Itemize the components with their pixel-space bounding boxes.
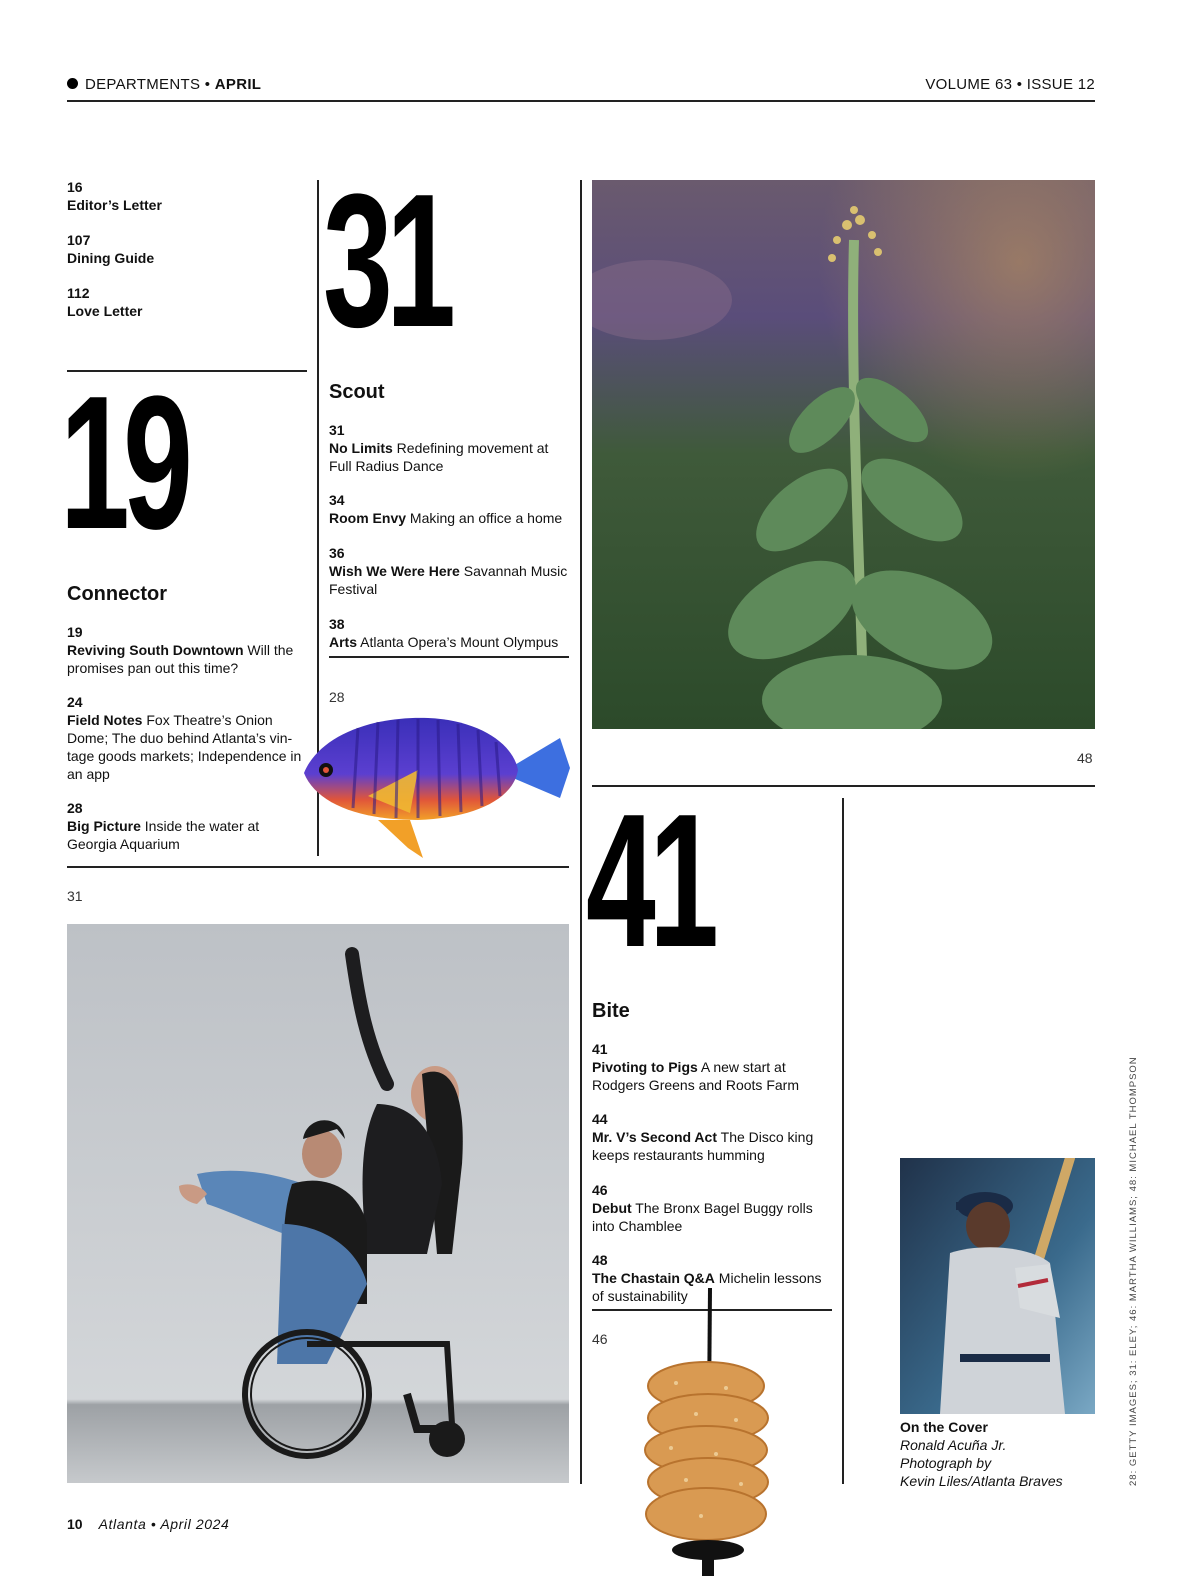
dancers-photo[interactable] (67, 924, 569, 1483)
toc-entry[interactable]: 34 Room Envy Making an office a home (329, 492, 563, 526)
cover-photo[interactable] (900, 1158, 1095, 1414)
toc-entry-love-letter[interactable]: 112 Love Letter (67, 285, 143, 319)
bullet-dot-icon (67, 78, 78, 89)
toc-entry[interactable]: 19 Reviving South Downtown Will the promises pan out this time? (67, 624, 294, 676)
connector-section-number: 19 (60, 357, 187, 569)
toc-entry[interactable]: 36 Wish We Were Here Savannah Music Festival (329, 545, 568, 597)
toc-entry[interactable]: 48 The Chastain Q&A Michelin lessons of sustainability (592, 1252, 822, 1304)
bite-section-title: Bite (592, 1000, 630, 1022)
image-caption-page: 48 (1077, 750, 1093, 766)
toc-entry[interactable]: 46 Debut The Bronx Bagel Buggy rolls into Chamblee (592, 1182, 813, 1234)
plant-photo[interactable] (592, 180, 1095, 729)
toc-entry[interactable]: 31 No Limits Redefining movement at Full Radius Dance (329, 422, 549, 474)
bite-section-number: 41 (586, 775, 713, 987)
volume-issue: VOLUME 63 • ISSUE 12 (925, 76, 1095, 93)
column-divider (842, 798, 844, 1484)
month-label: APRIL (214, 76, 262, 93)
photo-credits: 28: GETTY IMAGES; 31: ELEY; 46: MARTHA WILLIAMS; 48: MICHAEL THOMPSON (1128, 1056, 1139, 1486)
connector-section-title: Connector (67, 583, 167, 605)
scout-section-title: Scout (329, 381, 385, 403)
toc-entry-dining-guide[interactable]: 107 Dining Guide (67, 232, 155, 266)
column-divider (580, 180, 582, 1484)
image-caption-page: 46 (592, 1331, 608, 1347)
toc-entry[interactable]: 41 Pivoting to Pigs A new start at Rodgers Greens and Roots Farm (592, 1041, 799, 1093)
toc-entry[interactable]: 24 Field Notes Fox Theatre’s Onion Dome; The duo behind Atlanta’s vin-tage goods markets; Independence in an app (67, 694, 302, 782)
toc-entry[interactable]: 38 Arts Atlanta Opera’s Mount Olympus (329, 616, 559, 650)
bagel-stack-photo[interactable] (636, 1288, 776, 1576)
toc-entry[interactable]: 44 Mr. V’s Second Act The Disco king keeps restaurants humming (592, 1111, 814, 1163)
section-label: DEPARTMENTS • APRIL (67, 76, 261, 93)
folio-magazine-date: Atlanta • April 2024 (98, 1516, 230, 1532)
section-divider (329, 656, 569, 658)
image-caption-page: 31 (67, 888, 83, 904)
image-caption-page: 28 (329, 689, 345, 705)
toc-entry[interactable]: 28 Big Picture Inside the water at Georgia Aquarium (67, 800, 260, 852)
angelfish-photo[interactable] (298, 708, 573, 868)
folio-page-number: 10 (67, 1516, 83, 1532)
page-footer (67, 1516, 229, 1532)
scout-section-number: 31 (323, 155, 450, 367)
page-header (67, 74, 1095, 102)
cover-caption: On the Cover Ronald Acuña Jr. Photograph by Kevin Liles/Atlanta Braves (900, 1418, 1100, 1490)
cover-caption-title: On the Cover (900, 1419, 988, 1435)
toc-entry-editors-letter[interactable]: 16 Editor’s Letter (67, 179, 162, 213)
